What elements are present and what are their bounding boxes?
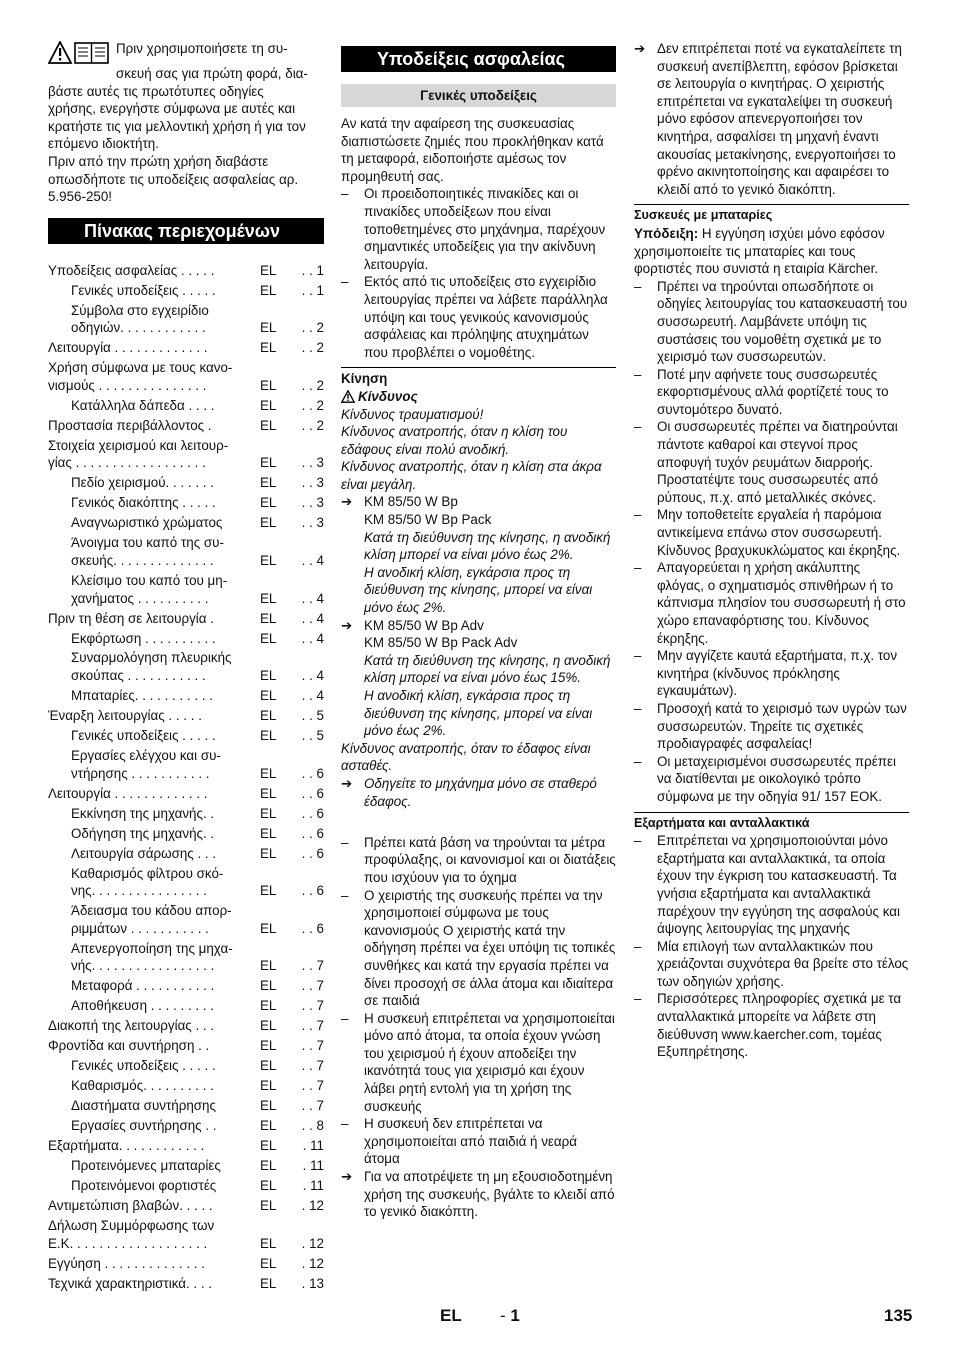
toc-entry-title: Άδειασμα του κάδου απορ- ριμμάτων . . . . . . . . . . . (71, 903, 232, 936)
toc-entry-page: . . 4 (301, 552, 324, 568)
intro-line-1: Πριν χρησιμοποιήσετε τη συ- (48, 40, 324, 65)
model-group-1 (341, 493, 616, 616)
toc-row (48, 865, 324, 900)
toc-row (48, 534, 324, 569)
toc-entry-lang: EL (260, 1138, 277, 1154)
footer-local-page: - 1 (500, 1306, 520, 1325)
battery-hint: Υπόδειξη: Η εγγύηση ισχύει μόνο εφόσον χρησιμοποιείτε τις μπαταρίες και τους φορτιστές που συνιστά η εταιρία Kärcher. (634, 225, 885, 277)
intro-line-6: επόμενο ιδιοκτήτη. (48, 136, 159, 152)
model-group-2 (341, 617, 616, 740)
toc-entry-title: Διακοπή της λειτουργίας . . . (48, 1018, 215, 1034)
intro-line-9: 5.956-250! (48, 189, 113, 205)
toc-entry-page: . . 4 (301, 610, 324, 626)
unstable-ground-note: Κίνδυνος ανατροπής, όταν το έδαφος είναι ασταθές. (341, 740, 591, 774)
key-removal-instruction: ➔ Για να αποτρέψετε τη μη εξουσιοδοτημένη χρήση της συσκευής, βγάλτε το κλειδί από το γενικό διακόπτη. (341, 1169, 615, 1220)
toc-entry-page: . . 6 (301, 785, 324, 801)
toc-entry-lang: EL (260, 805, 277, 821)
model-note: Κατά τη διεύθυνση της κίνησης, η ανοδική κλίση μπορεί να είναι μόνο έως 2%. (364, 529, 611, 563)
battery-item: – Μην τοποθετείτε εργαλεία ή παρόμοια αντικείμενα επάνω στον συσσωρευτή. Κίνδυνος βραχυκυκλώματος και έκρηξης. (634, 506, 909, 559)
toc-entry-lang: EL (260, 825, 277, 841)
divider (341, 367, 616, 368)
toc-entry-title: Φροντίδα και συντήρηση . . (48, 1038, 210, 1054)
section-title-movement: Κίνηση (341, 371, 388, 387)
toc-entry-page: . . 6 (301, 805, 324, 821)
toc-entry-title: Πριν τη θέση σε λειτουργία . (48, 610, 214, 626)
toc-row (48, 1255, 324, 1273)
toc-entry-lang: EL (260, 1058, 277, 1074)
battery-item: – Οι συσσωρευτές πρέπει να διατηρούνται πάντοτε καθαροί και στεγνοί προς αποφυγή τυχόν ρευμάτων διαρροής. Προστατέψτε τους συσσωρευτές από ρύπους, π.χ. από μεταλλικές σκόνες. (634, 418, 909, 506)
footer-page-number: 135 (884, 1306, 913, 1325)
toc-entry-lang: EL (260, 958, 277, 974)
toc-entry-lang: EL (260, 845, 277, 861)
toc-entry-page: . . 4 (301, 688, 324, 704)
toc-entry-title: Άνοιγμα του καπό της συ- σκευής. . . . . . . . . . . . . . (71, 535, 224, 568)
general-notes-subheading: Γενικές υποδείξεις (341, 84, 616, 107)
toc-row (48, 997, 324, 1015)
toc-row (48, 687, 324, 705)
toc-entry-page: . 11 (302, 1158, 324, 1174)
toc-entry-page: . 12 (301, 1235, 324, 1251)
toc-row (48, 825, 324, 843)
toc-entry-page: . . 2 (301, 397, 324, 413)
toc-entry-page: . . 3 (301, 495, 324, 511)
toc-entry-lang: EL (260, 765, 277, 781)
toc-entry-title: Γενικός διακόπτης . . . . . (71, 495, 216, 511)
toc-entry-title: Σύμβολα στο εγχειρίδιο οδηγιών. . . . . . . . . . . . (71, 302, 209, 336)
toc-entry-lang: EL (260, 515, 277, 531)
toc-entry-title: Κλείσιμο του καπό του μη- χανήματος . . . . . . . . . . (71, 572, 228, 606)
toc-entry-lang: EL (260, 417, 277, 433)
stable-ground-instruction: ➔ Οδηγείτε το μηχάνημα μόνο σε σταθερό έδαφος. (341, 775, 597, 809)
intro-line-8: οπωσδήποτε τις υποδείξεις ασφαλείας αρ. (48, 171, 299, 187)
parts-item: – Μία επιλογή των ανταλλακτικών που χρειάζονται συχνότερα θα βρείτε στο τέλος των οδηγιών χρήσης. (634, 938, 909, 991)
toc-entry-title: Μεταφορά . . . . . . . . . . . (71, 978, 215, 994)
danger-label: Κίνδυνος (341, 388, 616, 406)
danger-line-3: Κίνδυνος ανατροπής, όταν η κλίση στα άκρα είναι μεγάλη. (341, 459, 602, 492)
toc-entry-page: . . 3 (301, 455, 324, 471)
toc-row (48, 282, 324, 300)
toc-entry-page: . . 7 (301, 958, 324, 974)
toc-entry-page: . . 7 (301, 1078, 324, 1094)
toc-entry-page: . . 2 (301, 417, 324, 433)
toc-row (48, 902, 324, 937)
toc-entry-lang: EL (260, 495, 277, 511)
toc-entry-page: . 12 (301, 1255, 324, 1271)
toc-entry-lang: EL (260, 377, 277, 393)
arrow-right-icon: ➔ (341, 494, 353, 510)
toc-row (48, 977, 324, 995)
toc-entry-lang: EL (260, 785, 277, 801)
toc-entry-page: . . 8 (301, 1118, 324, 1134)
dash-item-signs: – Οι προειδοποιητικές πινακίδες και οι πινακίδες υποδείξεων που είναι τοποθετημένες στο μηχάνημα, παρέχουν σημαντικές υποδείξεις για την ακίνδυνη λειτουργία. (341, 185, 616, 273)
toc-row (48, 1037, 324, 1055)
toc-entry-lang: EL (260, 1118, 277, 1134)
toc-entry-title: Οδήγηση της μηχανής. . (71, 825, 215, 841)
toc-entry-title: Συναρμολόγηση πλευρικής σκούπας . . . . . . . . . . . (71, 650, 232, 684)
danger-line-1: Κίνδυνος τραυματισμού! (341, 406, 484, 422)
toc-row (48, 1177, 324, 1195)
toc-entry-title: Γενικές υποδείξεις . . . . . (71, 728, 216, 744)
model-name: KM 85/50 W Bp Pack Adv (364, 635, 518, 651)
footer-language: EL (440, 1306, 462, 1325)
dash-item-precautions: – Πρέπει κατά βάση να τηρούνται τα μέτρα προφύλαξης, οι κανονισμοί και οι διατάξεις που ισχύουν για το όχημα (341, 834, 616, 887)
intro-line-5: κρατήστε τις για μελλοντική χρήση ή για τον (48, 118, 306, 134)
toc-entry-page: . . 4 (301, 668, 324, 684)
toc-entry-title: Υποδείξεις ασφαλείας . . . . . (48, 262, 215, 278)
battery-item: – Απαγορεύεται η χρήση ακάλυπτης φλόγας, ο σχηματισμός σπινθήρων ή το κάπνισμα πλησίον του συσσωρευτή ή στο χώρο επαναφόρτισης του. Κίνδυνος έκρηξης. (634, 559, 909, 647)
toc-entry-page: . . 2 (301, 340, 324, 356)
toc-row (48, 494, 324, 512)
intro-line-3: βάστε αυτές τις πρωτότυπες οδηγίες (48, 83, 264, 99)
toc-entry-title: Στοιχεία χειρισμού και λειτουρ- γίας . . . . . . . . . . . . . . . . . . (48, 437, 229, 471)
toc-entry-page: . . 7 (301, 1098, 324, 1114)
toc-entry-page: . . 6 (301, 845, 324, 861)
toc-entry-lang: EL (260, 978, 277, 994)
toc-entry-page: . . 3 (301, 475, 324, 491)
toc-entry-title: Λειτουργία σάρωσης . . . (71, 845, 217, 861)
toc-entry-title: Αποθήκευση . . . . . . . . . (71, 998, 214, 1014)
danger-line-2: Κίνδυνος ανατροπής, όταν η κλίση του εδάφους είναι πολύ ανοδική. (341, 424, 568, 457)
toc-entry-page: . . 6 (301, 883, 324, 899)
toc-entry-lang: EL (260, 708, 277, 724)
toc-entry-page: . . 4 (301, 630, 324, 646)
toc-entry-page: . . 2 (301, 320, 324, 336)
toc-entry-page: . . 7 (301, 1058, 324, 1074)
toc-row (48, 514, 324, 532)
toc-row (48, 1117, 324, 1135)
parts-item: – Επιτρέπεται να χρησιμοποιούνται μόνο εξαρτήματα και ανταλλακτικά, τα οποία έχουν την έγκριση του κατασκευαστή. Τα γνήσια εξαρτήματα και ανταλλακτικά παρέχουν την εγγύηση της ασφαλούς και άψογης λειτουργίας της μηχανής (634, 832, 909, 938)
toc-entry-lang: EL (260, 883, 277, 899)
model-name: KM 85/50 W Bp Adv (364, 617, 484, 633)
intro-block (48, 40, 324, 206)
toc-entry-title: Προτεινόμενοι φορτιστές (71, 1178, 217, 1194)
toc-row (48, 302, 324, 337)
toc-entry-lang: EL (260, 1235, 277, 1251)
toc-entry-page: . . 7 (301, 1018, 324, 1034)
intro-line-7: Πριν από την πρώτη χρήση διαβάστε (48, 153, 269, 169)
toc-row (48, 727, 324, 745)
intro-line-4: χρήσης, ενεργήστε σύμφωνα με αυτές και (48, 101, 296, 117)
toc-row (48, 805, 324, 823)
model-note: Η ανοδική κλίση, εγκάρσια προς τη διεύθυνση της κίνησης, μπορεί να είναι μόνο έως 2%. (364, 688, 593, 739)
toc-entry-lang: EL (260, 1018, 277, 1034)
warning-manual-icon (48, 41, 110, 65)
toc-entry-page: . . 6 (301, 765, 324, 781)
toc-row (48, 359, 324, 394)
dash-item-authorized: – Η συσκευή επιτρέπεται να χρησιμοποιείται μόνο από άτομα, τα οποία έχουν γνώση του χειρισμού ή έχουν αποδείξει την ικανότητά τους για χειρισμό και έχουν λάβει ρητή εντολή για τη χρήση της συσκευής (341, 1010, 616, 1116)
toc-entry-page: . . 5 (301, 728, 324, 744)
toc-entry-page: . . 1 (301, 282, 324, 298)
toc-entry-lang: EL (260, 1178, 277, 1194)
toc-entry-lang: EL (260, 1255, 277, 1271)
toc-row (48, 649, 324, 684)
dash-item-children: – Η συσκευή δεν επιτρέπεται να χρησιμοποιείται από παιδιά ή νεαρά άτομα (341, 1115, 616, 1168)
toc-entry-lang: EL (260, 920, 277, 936)
toc-row (48, 339, 324, 357)
toc-row (48, 785, 324, 803)
battery-item: – Ποτέ μην αφήνετε τους συσσωρευτές εκφορτισμένους αλλά φορτίζετέ τους το συντομότερο δυνατό. (634, 366, 909, 419)
toc-entry-title: Αναγνωριστικό χρώματος (71, 515, 223, 531)
toc-entry-title: Γενικές υποδείξεις . . . . . (71, 282, 216, 298)
toc-entry-lang: EL (260, 688, 277, 704)
toc-entry-page: . 11 (302, 1178, 324, 1194)
toc-entry-title: Εργασίες ελέγχου και συ- ντήρησης . . . . . . . . . . . (71, 748, 221, 781)
intro-line-2: σκευή σας για πρώτη φορά, δια- (116, 66, 308, 81)
toc-entry-title: Καθαρισμός. . . . . . . . . . (71, 1078, 214, 1094)
toc-row (48, 1057, 324, 1075)
toc-entry-page: . 11 (302, 1138, 324, 1154)
toc-row (48, 1137, 324, 1155)
toc-entry-title: Διαστήματα συντήρησης (71, 1098, 216, 1114)
toc-entry-lang: EL (260, 1098, 277, 1114)
toc-heading: Πίνακας περιεχομένων (48, 218, 324, 244)
toc-entry-title: Εργασίες συντήρησης . . (71, 1118, 217, 1134)
arrow-right-icon: ➔ (341, 1169, 353, 1185)
toc-row (48, 1197, 324, 1215)
toc-entry-title: Μπαταρίες. . . . . . . . . . . (71, 688, 213, 704)
divider (634, 812, 909, 813)
toc-entry-lang: EL (260, 668, 277, 684)
toc-entry-lang: EL (260, 1078, 277, 1094)
toc-entry-page: . . 6 (301, 825, 324, 841)
unattended-instruction: ➔ Δεν επιτρέπεται ποτέ να εγκαταλείπετε τη συσκευή ανεπίβλεπτη, εφόσον βρίσκεται σε λειτουργία ο κινητήρας. Ο χειριστής επιτρέπεται να εγκαταλείψει τη συσκευή μόνο εφόσον απενεργοποιήσει τον κινητήρα, ασφαλίσει τη μηχανή έναντι ακουσίας μετακίνησης, ενεργοποιήσει το φρένο ακινητοποίησης και αφαιρέσει το κλειδί από το γενικό διακόπτη. (634, 41, 902, 197)
arrow-right-icon: ➔ (634, 41, 646, 56)
intro-paragraph: Αν κατά την αφαίρεση της συσκευασίας διαπιστώσετε ζημιές που προκλήθηκαν κατά τη μεταφορά, ειδοποιήστε αμέσως τον προμηθευτή σας. (341, 116, 604, 184)
toc-entry-lang: EL (260, 397, 277, 413)
toc-row (48, 630, 324, 648)
toc-entry-title: Λειτουργία . . . . . . . . . . . . . (48, 785, 208, 801)
toc-entry-title: Εκκίνηση της μηχανής. . (71, 805, 215, 821)
divider (634, 204, 909, 205)
toc-row (48, 1275, 324, 1293)
parts-section-title: Εξαρτήματα και ανταλλακτικά (634, 815, 810, 830)
warning-triangle-icon (341, 390, 355, 403)
toc-entry-lang: EL (260, 590, 277, 606)
toc-row (48, 1157, 324, 1175)
dash-item-regulations: – Εκτός από τις υποδείξεις στο εγχειρίδιο λειτουργίας πρέπει να λάβετε παράλληλα υπόψη και τους γενικούς κανονισμούς ασφάλειας και πρόληψης ατυχημάτων που προβλέπει ο νομοθέτης. (341, 273, 616, 361)
toc-entry-page: . . 2 (301, 377, 324, 393)
toc-entry-page: . . 5 (301, 708, 324, 724)
toc-entry-title: Καθαρισμός φίλτρου σκό- νης. . . . . . . . . . . . . . . . (71, 865, 224, 899)
arrow-right-icon: ➔ (341, 775, 353, 791)
toc-entry-title: Απενεργοποίηση της μηχα- νής. . . . . . . . . . . . . . . . . (71, 940, 233, 974)
toc-row (48, 437, 324, 472)
toc-entry-lang: EL (260, 998, 277, 1014)
toc-entry-lang: EL (260, 475, 277, 491)
toc-entry-title: Λειτουργία . . . . . . . . . . . . . (48, 340, 208, 356)
toc-entry-lang: EL (260, 262, 277, 278)
toc-row (48, 417, 324, 435)
toc-entry-title: Χρήση σύμφωνα με τους κανο- νισμούς . . . . . . . . . . . . . . . (48, 360, 233, 393)
parts-item: – Περισσότερες πληροφορίες σχετικά με τα ανταλλακτικά μπορείτε να λάβετε στη διεύθυνση www.kaercher.com, τομέας Εξυπηρέτησης. (634, 990, 909, 1060)
toc-entry-page: . . 7 (301, 1038, 324, 1054)
toc-entry-lang: EL (260, 282, 277, 298)
toc-row (48, 397, 324, 415)
toc-row (48, 1077, 324, 1095)
toc-entry-lang: EL (260, 610, 277, 626)
toc-entry-page: . . 1 (301, 262, 324, 278)
toc-entry-title: Έναρξη λειτουργίας . . . . . (48, 708, 202, 724)
toc-row (48, 474, 324, 492)
table-of-contents (48, 262, 324, 1292)
toc-entry-title: Δήλωση Συμμόρφωσης των Ε.Κ. . . . . . . . . . . . . . . . . . . (48, 1218, 215, 1251)
toc-entry-title: Προστασία περιβάλλοντος . (48, 417, 212, 433)
toc-entry-lang: EL (260, 1038, 277, 1054)
toc-entry-title: Εγγύηση . . . . . . . . . . . . . . (48, 1255, 205, 1271)
toc-entry-page: . . 7 (301, 998, 324, 1014)
toc-entry-lang: EL (260, 630, 277, 646)
model-name: KM 85/50 W Bp (364, 494, 458, 510)
battery-item: – Προσοχή κατά το χειρισμό των υγρών των συσσωρευτών. Τηρείτε τις σχετικές προδιαγραφές ασφαλείας! (634, 700, 909, 753)
toc-entry-lang: EL (260, 1198, 277, 1214)
battery-item: – Μην αγγίζετε καυτά εξαρτήματα, π.χ. τον κινητήρα (κίνδυνος πρόκλησης εγκαυμάτων). (634, 647, 909, 700)
toc-row (48, 1017, 324, 1035)
column-middle (341, 40, 616, 1221)
toc-entry-page: . . 4 (301, 590, 324, 606)
toc-row (48, 1217, 324, 1252)
toc-entry-title: Αντιμετώπιση βλαβών. . . . . (48, 1198, 213, 1214)
toc-entry-page: . . 7 (301, 978, 324, 994)
toc-entry-lang: EL (260, 455, 277, 471)
dash-item-operator: – Ο χειριστής της συσκευής πρέπει να την χρησιμοποιεί σύμφωνα με τους κανονισμούς Ο χειριστής κατά την οδήγηση πρέπει να έχει υπόψη τις τοπικές συνθήκες και κατά την εργασία πρέπει να δίνει προσοχή σε άλλα άτομα και ιδιαίτερα σε παιδιά (341, 887, 616, 1010)
toc-entry-lang: EL (260, 728, 277, 744)
intro-icons (48, 41, 110, 65)
toc-entry-title: Προτεινόμενες μπαταρίες (71, 1158, 221, 1174)
toc-entry-lang: EL (260, 1275, 277, 1291)
toc-entry-title: Κατάλληλα δάπεδα . . . . (71, 397, 215, 413)
safety-heading: Υποδείξεις ασφαλείας (341, 46, 616, 72)
toc-row (48, 845, 324, 863)
model-name: KM 85/50 W Bp Pack (364, 512, 492, 528)
battery-item: – Οι μεταχειρισμένοι συσσωρευτές πρέπει να διατίθενται με οικολογικό τρόπο σύμφωνα με την οδηγία 91/ 157 ΕΟΚ. (634, 753, 909, 806)
toc-entry-page: . . 3 (301, 515, 324, 531)
toc-entry-lang: EL (260, 340, 277, 356)
toc-entry-title: Τεχνικά χαρακτηριστικά. . . . (48, 1275, 213, 1291)
toc-entry-page: . 13 (301, 1275, 324, 1291)
toc-row (48, 610, 324, 628)
toc-row (48, 262, 324, 280)
arrow-right-icon: ➔ (341, 617, 353, 633)
model-note: Κατά τη διεύθυνση της κίνησης, η ανοδική κλίση μπορεί να είναι μόνο έως 15%. (364, 652, 611, 686)
toc-entry-title: Εκφόρτωση . . . . . . . . . . (71, 630, 216, 646)
toc-entry-title: Γενικές υποδείξεις . . . . . (71, 1058, 216, 1074)
battery-item: – Πρέπει να τηρούνται οπωσδήποτε οι οδηγίες λειτουργίας του κατασκευαστή του συσσωρευτή. Λαμβάνετε υπόψη τις συστάσεις του νομοθέτη σχετικά με το χειρισμό των συσσωρευτών. (634, 278, 909, 366)
toc-row (48, 1097, 324, 1115)
toc-row (48, 940, 324, 975)
toc-entry-title: Εξαρτήματα. . . . . . . . . . . . (48, 1138, 205, 1154)
battery-section-title: Συσκευές με μπαταρίες (634, 208, 773, 223)
model-note: Η ανοδική κλίση, εγκάρσια προς τη διεύθυνση της κίνησης, μπορεί να είναι μόνο έως 2%. (364, 564, 593, 616)
toc-entry-page: . . 6 (301, 920, 324, 936)
toc-entry-title: Πεδίο χειρισμού. . . . . . . (71, 475, 214, 491)
toc-entry-lang: EL (260, 1158, 277, 1174)
toc-row (48, 747, 324, 782)
column-left (48, 40, 324, 1295)
column-right (634, 40, 909, 1061)
toc-entry-page: . 12 (301, 1198, 324, 1214)
toc-row (48, 572, 324, 607)
toc-entry-lang: EL (260, 552, 277, 568)
toc-row (48, 707, 324, 725)
toc-entry-lang: EL (260, 320, 277, 336)
